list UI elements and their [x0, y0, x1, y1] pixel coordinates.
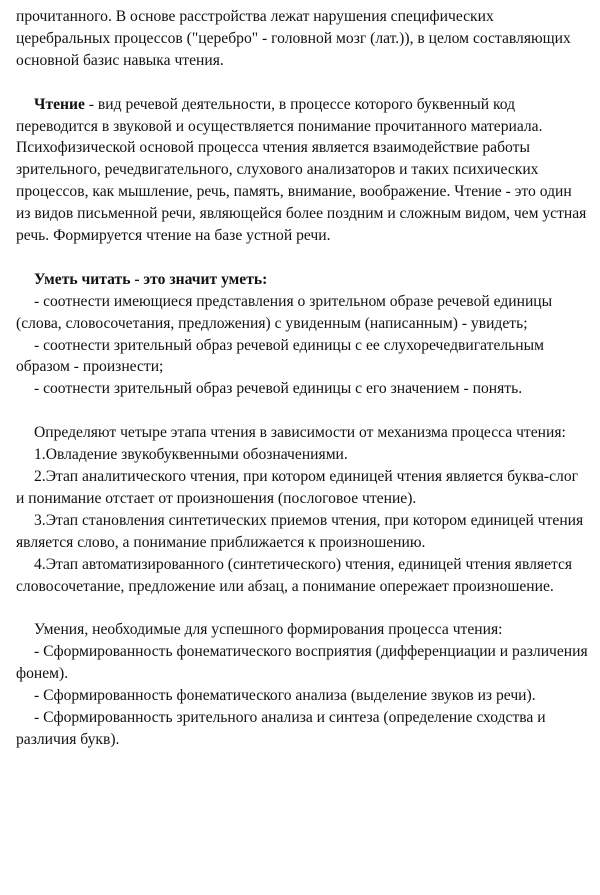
list-item: 1.Овладение звукобуквенными обозначениями. [34, 446, 348, 464]
paragraph-required-skills-intro: Умения, необходимые для успешного формирования процесса чтения: [34, 621, 503, 639]
list-item: - соотнести имеющиеся представления о зрительном образе речевой единицы (слова, словосочетания, предложения) с увиденным (написанным) - увидеть; [16, 292, 553, 332]
heading-reading-skills: Уметь читать - это значит уметь: [34, 270, 268, 288]
paragraph-gap [16, 247, 588, 269]
paragraph-intro: прочитанного. В основе расстройства лежат нарушения специфических церебральных процессов ("церебро" - головной мозг (лат.)), в целом составляющих основной базис навыка чтения. [16, 8, 571, 69]
paragraph-reading-definition [16, 94, 588, 247]
list-item: - Сформированность зрительного анализа и синтеза (определение сходства и различия букв). [16, 708, 546, 748]
paragraph-reading-stages-intro: Определяют четыре этапа чтения в зависимости от механизма процесса чтения: [34, 424, 566, 442]
list-item: - соотнести зрительный образ речевой единицы с ее слухоречедвигательным образом - произнести; [16, 336, 544, 376]
list-item: - Сформированность фонематического анализа (выделение звуков из речи). [34, 687, 536, 705]
list-item: - Сформированность фонематического восприятия (дифференциации и различения фонем). [16, 643, 588, 683]
term-reading: Чтение [34, 95, 85, 113]
paragraph-gap [16, 400, 588, 422]
list-item: 2.Этап аналитического чтения, при котором единицей чтения является буква-слог и понимание отстает от произношения (послоговое чтение). [16, 467, 579, 507]
list-item: - соотнести зрительный образ речевой единицы с его значением - понять. [34, 380, 523, 398]
list-item: 3.Этап становления синтетических приемов чтения, при котором единицей чтения является слово, а понимание приближается к произношению. [16, 511, 584, 551]
paragraph-gap [16, 72, 588, 94]
list-item: 4.Этап автоматизированного (синтетического) чтения, единицей чтения является словосочетание, предложение или абзац, а понимание опережает произношение. [16, 555, 573, 595]
reading-definition-text: - вид речевой деятельности, в процессе которого буквенный код переводится в звуковой и осуществляется понимание прочитанного материала. Психофизической основой процесса чтения является взаимодействие работы зрительного, речедвигательного, слухового анализаторов и таких психических процессов, как мышление, речь, память, внимание, воображение. Чтение - это один из видов письменной речи, являющейся более поздним и сложным видом, чем устная речь. Формируется чтение на базе устной речи. [16, 95, 587, 245]
paragraph-gap [16, 597, 588, 619]
